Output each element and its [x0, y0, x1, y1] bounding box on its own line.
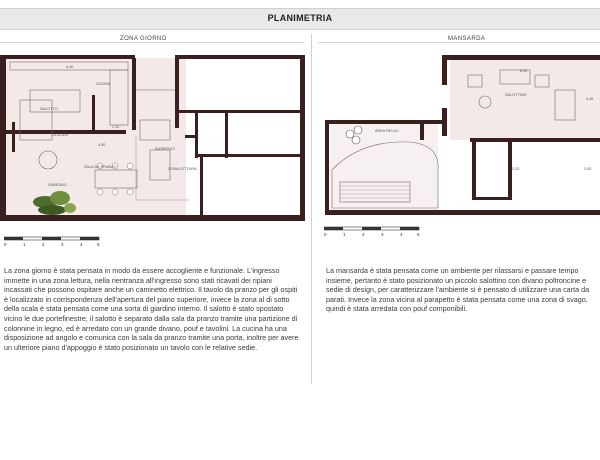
dimension-3: 1.10	[112, 125, 120, 129]
right-heading-rule	[318, 42, 600, 43]
scale-tick-4: 4	[80, 242, 83, 247]
label-cucina: CUCINA	[96, 82, 111, 86]
label-area-relax: AREA RELAX	[375, 129, 399, 133]
scale-tick-3: 3	[381, 232, 384, 237]
scale-tick-1: 1	[343, 232, 346, 237]
label-sala-pranzo: SALA DA PRANZO	[84, 165, 117, 169]
dimension-m3: 3.20	[512, 167, 520, 171]
label-salotto: SALOTTO	[40, 107, 58, 111]
scale-tick-4: 4	[400, 232, 403, 237]
scale-tick-5: 5	[417, 232, 420, 237]
left-scale-bar	[4, 234, 104, 248]
title-bar	[0, 8, 600, 30]
label-golden: GOLDEN	[52, 133, 69, 137]
scale-tick-3: 3	[61, 242, 64, 247]
left-heading-rule	[0, 42, 305, 43]
mansarda-floorplan	[320, 50, 600, 225]
scale-tick-2: 2	[362, 232, 365, 237]
scale-tick-5: 5	[97, 242, 100, 247]
dimension-2: 4.50	[98, 143, 106, 147]
label-giardino: GIARDINO	[48, 183, 67, 187]
label-salottino: SALOTTINO	[505, 93, 527, 97]
dimension-m4: 2.00	[584, 167, 592, 171]
label-zona-lettura: ZONA LETTURA	[168, 167, 197, 171]
dimension-m2: 4.45	[586, 97, 594, 101]
column-divider	[311, 34, 312, 384]
scale-tick-1: 1	[23, 242, 26, 247]
scale-tick-2: 2	[42, 242, 45, 247]
dimension-m1: 8.40	[520, 69, 528, 73]
zona-giorno-heading: ZONA GIORNO	[120, 36, 167, 42]
label-ingresso: INGRESSO	[155, 147, 176, 151]
zona-giorno-floorplan	[0, 50, 306, 225]
zona-giorno-description: La zona giorno è stata pensata in modo da essere accogliente e funzionale. L'ingresso immette in una zona lettura, nella rientranza all'ingresso sono stati ricavati dei ripiani incassati che possono ospitare anche un caminetto elettrico. Il tavolo da pranzo per gli ospiti è localizzato in corrispondenza dell'apertura del piano superiore, invece la zona al di sotto della scala è stata pensata come una sorta di giardino interno. Il salotto è stato spostato vicino le due portefinestre, il salotto è separato dalla sala da pranzo tramite una partizione di colonnine in legno, ed è arredato con un grande divano, pouf e tavolini. La cucina ha una disposizione ad angolo e comunica con la sala da pranzo tramite una porta, inoltre per avere un ulteriore piano d'appoggio è stato posizionato un tavolo con le relative sedie.	[4, 266, 299, 352]
dimension-1: 4.40	[66, 65, 74, 69]
page-title: PLANIMETRIA	[267, 13, 333, 23]
mansarda-description: La mansarda è stata pensata come un ambiente per rilassarsi e passare tempo insieme, pertanto è stato posizionato un piccolo salottino con divano poltroncine e sedie di design, per caratterizzare l'ambiente si è pensato di utilizzare una carta da parati. Invece la zona vicina al parapetto è stata pensata come una zona di svago, quindi è stata arredata con pouf componibili.	[326, 266, 590, 314]
scale-tick-0: 0	[324, 232, 327, 237]
mansarda-heading: MANSARDA	[448, 36, 486, 42]
right-scale-bar	[324, 224, 424, 238]
scale-tick-0: 0	[4, 242, 7, 247]
